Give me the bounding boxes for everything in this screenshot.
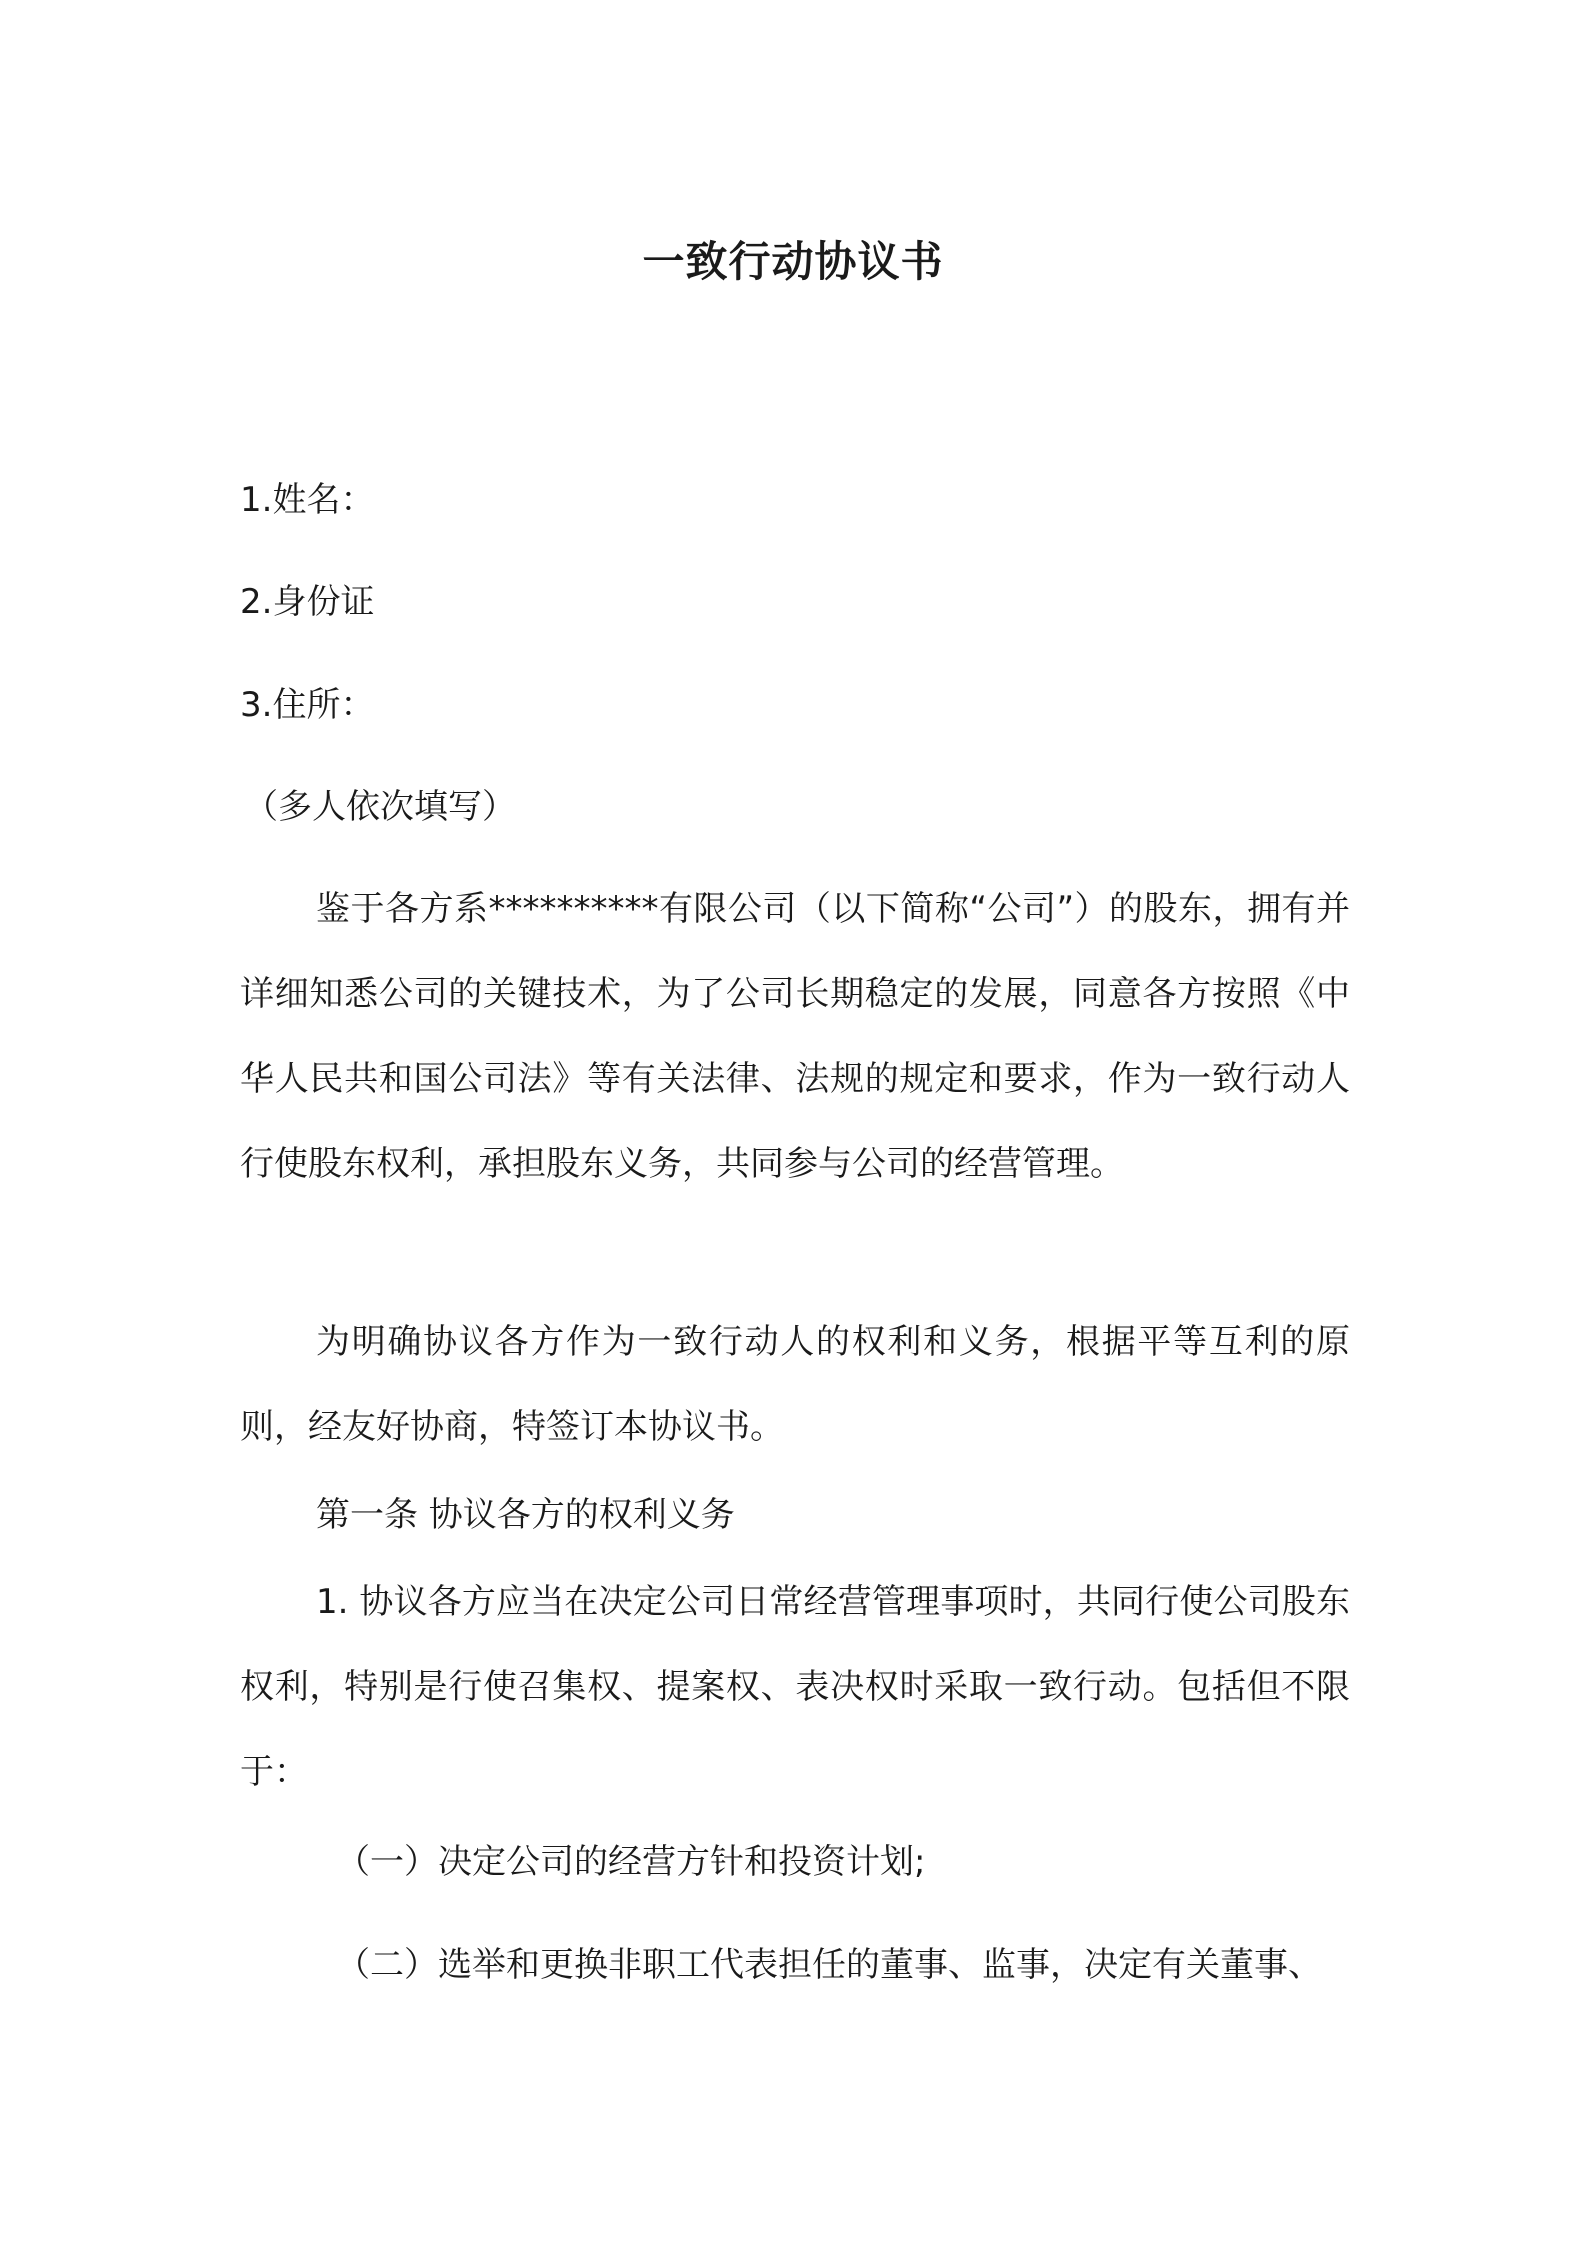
field-name: 1.姓名： xyxy=(240,480,375,520)
article-1-clause-1: 1. 协议各方应当在决定公司日常经营管理事项时，共同行使公司股东权利，特别是行使召集权、提案权、表决权时采取一致行动。包括但不限于： xyxy=(240,1582,1350,1792)
list-item-2: （二）选举和更换非职工代表担任的董事、监事，决定有关董事、 xyxy=(336,1945,1322,1985)
field-address: 3.住所： xyxy=(240,685,375,725)
article-1-heading: 第一条 协议各方的权利义务 xyxy=(316,1495,735,1535)
preamble-paragraph-1: 鉴于各方系**********有限公司（以下简称“公司”）的股东，拥有并详细知悉公司的关键技术，为了公司长期稳定的发展，同意各方按照《中华人民共和国公司法》等有关法律、法规的规定和要求，作为一致行动人行使股东权利，承担股东义务，共同参与公司的经营管理。 xyxy=(240,889,1350,1184)
fill-note: （多人依次填写） xyxy=(244,787,516,827)
field-id-card: 2.身份证 xyxy=(240,582,375,622)
document-title: 一致行动协议书 xyxy=(642,237,944,286)
preamble-paragraph-2: 为明确协议各方作为一致行动人的权利和义务，根据平等互利的原则，经友好协商，特签订本协议书。 xyxy=(240,1322,1350,1447)
list-item-1: （一）决定公司的经营方针和投资计划; xyxy=(336,1842,926,1882)
